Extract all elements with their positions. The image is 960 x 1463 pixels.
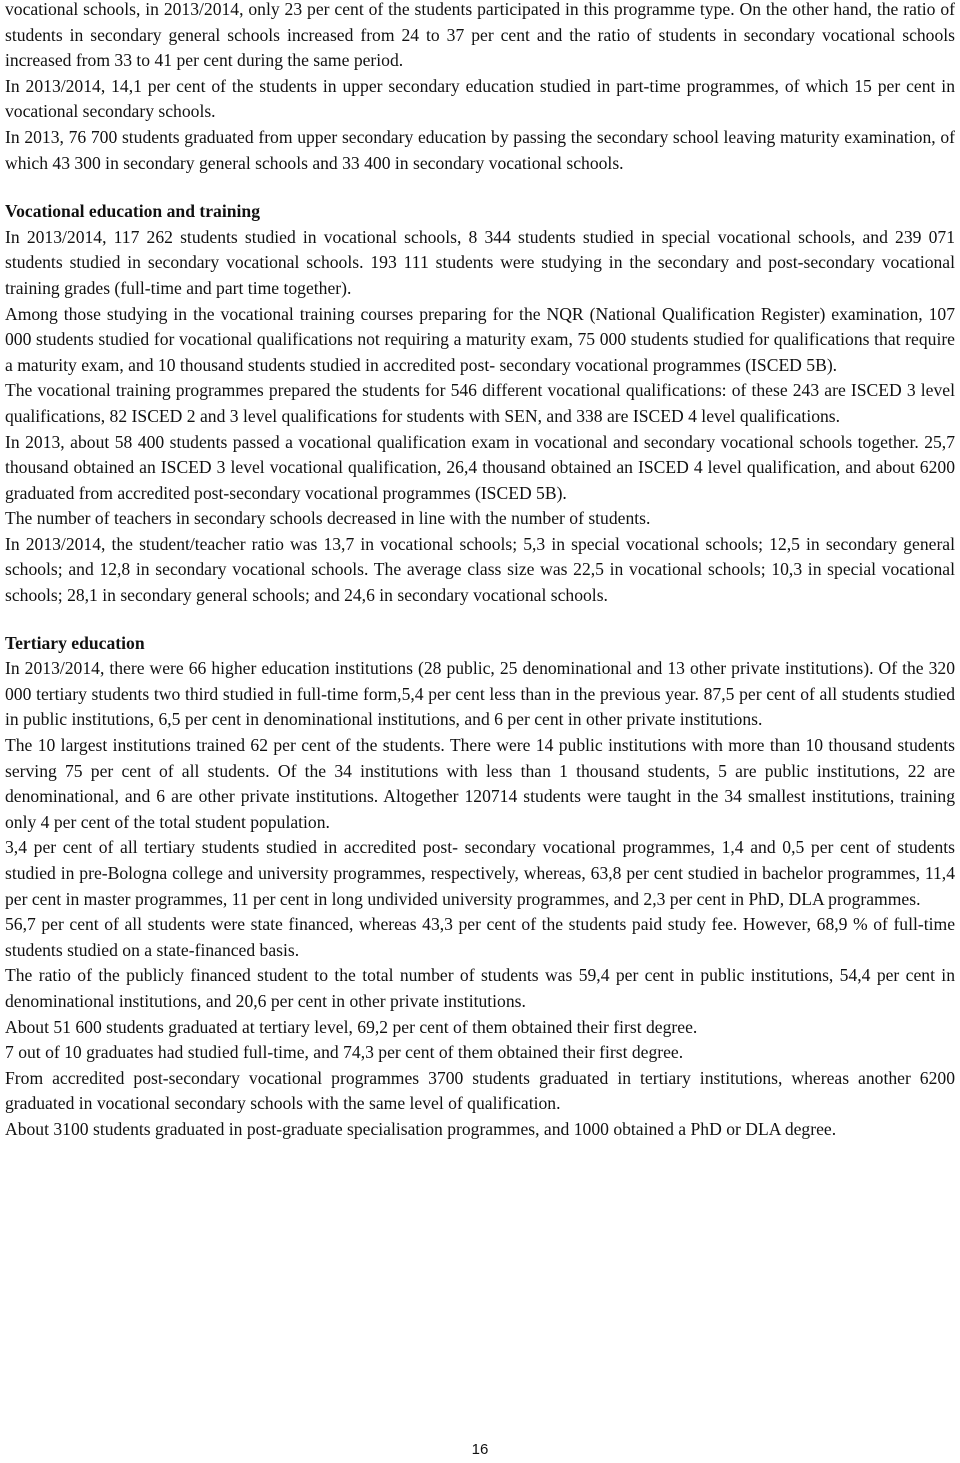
section-heading: Vocational education and training <box>5 201 260 222</box>
section-heading: Tertiary education <box>5 632 145 653</box>
paragraph: vocational schools, in 2013/2014, only 23 per cent of the students participated in this programme type. On the other hand, the ratio of students in secondary general schools increased from 24 to 37 per cent and the ratio of students in secondary vocational schools increased from 33 to 41 per cent during the same period. <box>5 0 955 71</box>
section-spacer <box>5 609 955 631</box>
intro-section <box>5 0 955 176</box>
tertiary-section <box>5 631 955 1143</box>
paragraph: In 2013/2014, there were 66 higher education institutions (28 public, 25 denominational and 13 other private institutions). Of the 320 000 tertiary students two third studied in full-time form,5,4 per cent less than in the previous year. 87,5 per cent of all students studied in public institutions, 6,5 per cent in denominational institutions, and 6 per cent in other private institutions. <box>5 658 955 730</box>
section-spacer <box>5 176 955 199</box>
paragraph: The number of teachers in secondary schools decreased in line with the number of students. <box>5 508 651 529</box>
paragraph: In 2013, about 58 400 students passed a vocational qualification exam in vocational and secondary vocational schools together. 25,7 thousand obtained an ISCED 3 level vocational qualification, 26,4 thousand obtained an ISCED 4 level qualification, and about 6200 graduated from accredited post-secondary vocational programmes (ISCED 5B). <box>5 431 955 503</box>
paragraph: 3,4 per cent of all tertiary students studied in accredited post- secondary vocational programmes, 1,4 and 0,5 per cent of students studied in pre-Bologna college and university programmes, respectively, whereas, 63,8 per cent studied in bachelor programmes, 11,4 per cent in master programmes, 11 per cent in long undivided university programmes, and 2,3 per cent in PhD, DLA programmes. <box>5 837 955 909</box>
paragraph: Among those studying in the vocational training courses preparing for the NQR (National Qualification Register) examination, 107 000 students studied for vocational qualifications not requiring a maturity exam, 75 000 students studied for qualifications that require a maturity exam, and 10 thousand students studied in accredited post- secondary vocational programmes (ISCED 5B). <box>5 303 955 375</box>
paragraph: The ratio of the publicly financed student to the total number of students was 59,4 per cent in public institutions, 54,4 per cent in denominational institutions, and 20,6 per cent in other private institutions. <box>5 965 955 1011</box>
paragraph: In 2013, 76 700 students graduated from upper secondary education by passing the secondary school leaving maturity examination, of which 43 300 in secondary general schools and 33 400 in secondary vocational schools. <box>5 126 955 173</box>
vocational-section <box>5 199 955 609</box>
document-page <box>5 0 955 1143</box>
paragraph: The 10 largest institutions trained 62 per cent of the students. There were 14 public institutions with more than 10 thousand students serving 75 per cent of all students. Of the 34 institutions with less than 1 thousand students, 5 are public institutions, 22 are denominational, and 6 are other private institutions. Altogether 120714 students were taught in the 34 smallest institutions, training only 4 per cent of the total student population. <box>5 735 955 832</box>
paragraph: The vocational training programmes prepared the students for 546 different vocational qualifications: of these 243 are ISCED 3 level qualifications, 82 ISCED 2 and 3 level qualifications for students with SEN, and 338 are ISCED 4 level qualifications. <box>5 380 955 426</box>
paragraph: In 2013/2014, 14,1 per cent of the students in upper secondary education studied in part-time programmes, of which 15 per cent in vocational secondary schools. <box>5 75 955 122</box>
paragraph: 56,7 per cent of all students were state financed, whereas 43,3 per cent of the students paid study fee. However, 68,9 % of full-time students studied on a state-financed basis. <box>5 914 955 960</box>
paragraph: About 3100 students graduated in post-graduate specialisation programmes, and 1000 obtained a PhD or DLA degree. <box>5 1118 837 1139</box>
paragraph: In 2013/2014, 117 262 students studied in vocational schools, 8 344 students studied in special vocational schools, and 239 071 students studied in secondary vocational schools. 193 111 students were studying in the secondary and post-secondary vocational training grades (full-time and part time together). <box>5 226 955 298</box>
paragraph: 7 out of 10 graduates had studied full-time, and 74,3 per cent of them obtained their first degree. <box>5 1042 684 1063</box>
paragraph: In 2013/2014, the student/teacher ratio was 13,7 in vocational schools; 5,3 in special vocational schools; 12,5 in secondary general schools; and 12,8 in secondary vocational schools. The average class size was 22,5 in vocational schools; 10,3 in special vocational schools; 28,1 in secondary general schools; and 24,6 in secondary vocational schools. <box>5 533 955 606</box>
paragraph: About 51 600 students graduated at tertiary level, 69,2 per cent of them obtained their first degree. <box>5 1016 698 1037</box>
paragraph: From accredited post-secondary vocational programmes 3700 students graduated in tertiary institutions, whereas another 6200 graduated in vocational secondary schools with the same level of qualification. <box>5 1067 955 1114</box>
page-number: 16 <box>471 1441 489 1458</box>
